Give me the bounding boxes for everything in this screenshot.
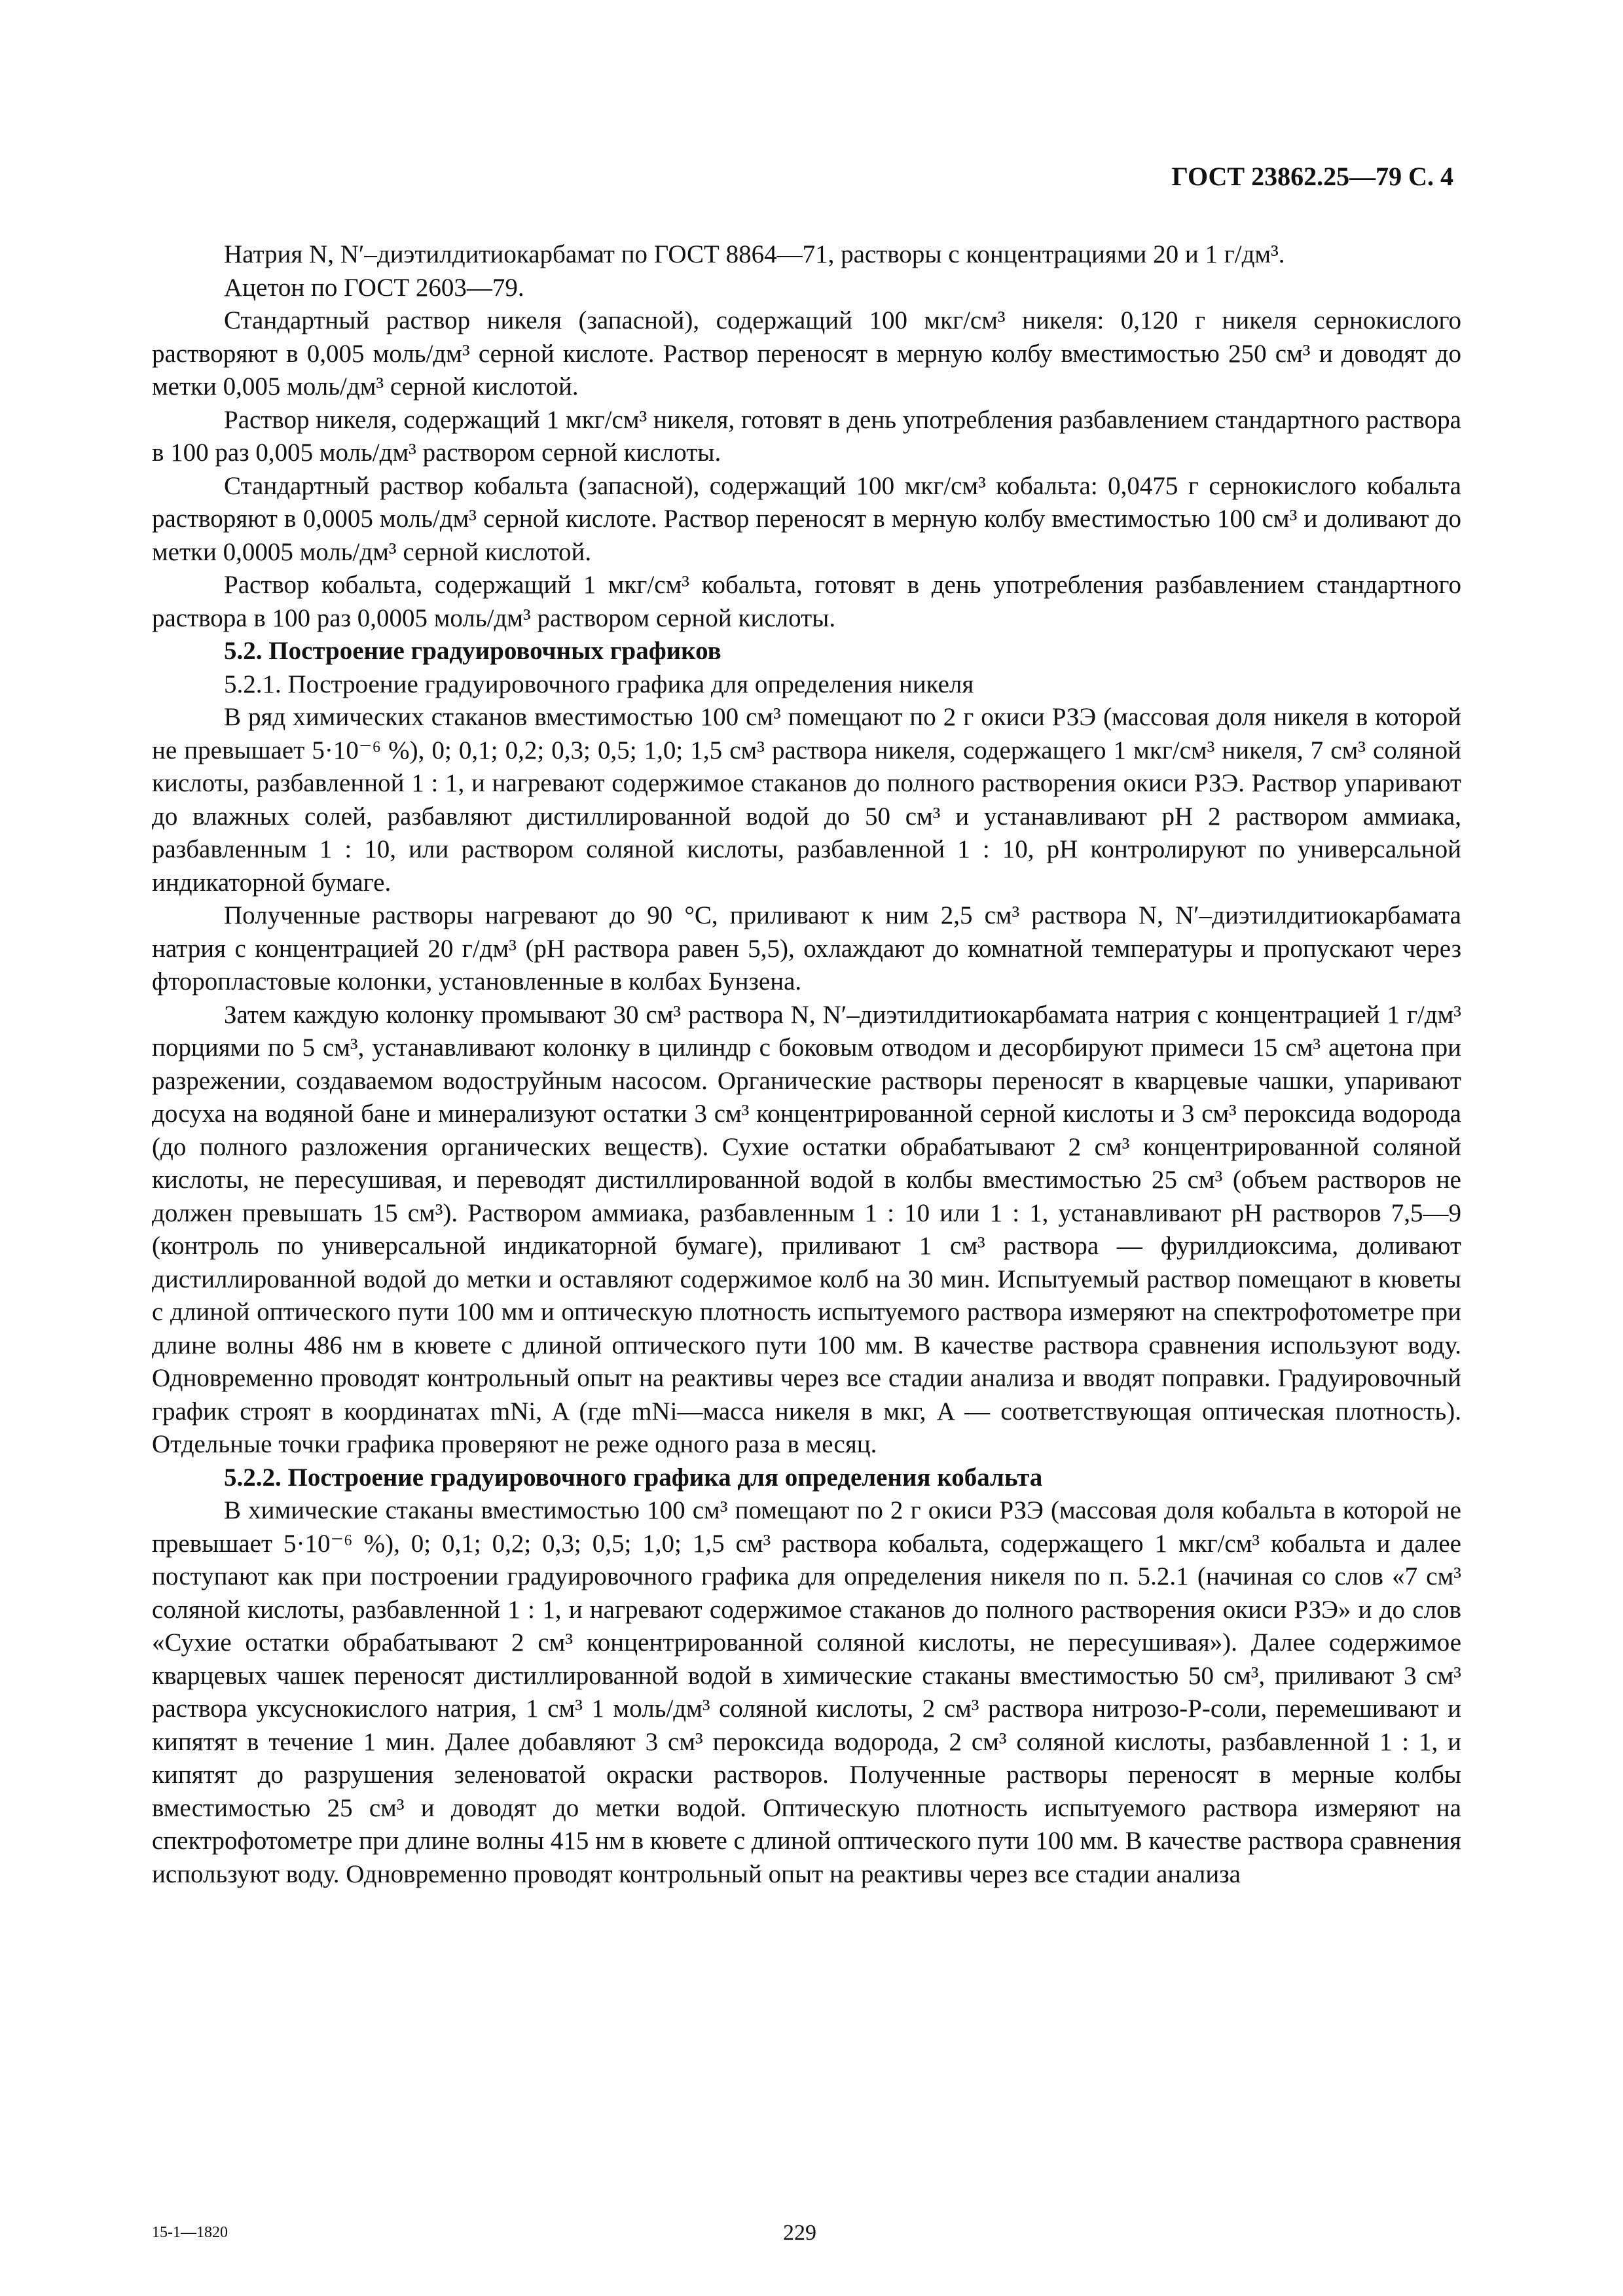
document-body bbox=[152, 238, 1461, 1891]
paragraph: В химические стаканы вместимостью 100 см³ помещают по 2 г окиси РЗЭ (массовая доля кобальта в которой не превышает 5·10⁻⁶ %), 0; 0,1; 0,2; 0,3; 0,5; 1,0; 1,5 см³ раствора кобальта, содержащего 1 мкг/см³ кобальта и далее поступают как при построении градуировочного графика для определения никеля по п. 5.2.1 (начиная со слов «7 см³ соляной кислоты, разбавленной 1 : 1, и нагревают содержимое стаканов до полного растворения окиси РЗЭ» и до слов «Сухие остатки обрабатывают 2 см³ концентрированной соляной кислоты, не пересушивая»). Далее содержимое кварцевых чашек переносят дистиллированной водой в химические стаканы вместимостью 50 см³, приливают 3 см³ раствора уксуснокислого натрия, 1 см³ 1 моль/дм³ соляной кислоты, 2 см³ раствора нитрозо-Р-соли, перемешивают и кипятят в течение 1 мин. Далее добавляют 3 см³ пероксида водорода, 2 см³ соляной кислоты, разбавленной 1 : 1, и кипятят до разрушения зеленоватой окраски растворов. Полученные растворы переносят в мерные колбы вместимостью 25 см³ и доводят до метки водой. Оптическую плотность испытуемого раствора измеряют на спектрофотометре при длине волны 415 нм в кювете с длиной оптического пути 100 мм. В качестве раствора сравнения используют воду. Одновременно проводят контрольный опыт на реактивы через все стадии анализа bbox=[152, 1496, 1461, 1888]
paragraph: Натрия N, N′–диэтилдитиокарбамат по ГОСТ 8864—71, растворы с концентрациями 20 и 1 г/дм³. bbox=[224, 240, 1285, 268]
footer-code: 15-1—1820 bbox=[152, 2224, 228, 2241]
subsection-title: 5.2.1. Построение градуировочного графика для определения никеля bbox=[224, 670, 974, 698]
paragraph: Раствор никеля, содержащий 1 мкг/см³ никеля, готовят в день употребления разбавлением стандартного раствора в 100 раз 0,005 моль/дм³ раствором серной кислоты. bbox=[152, 405, 1461, 467]
page-header: ГОСТ 23862.25—79 С. 4 bbox=[1171, 162, 1453, 191]
paragraph: Ацетон по ГОСТ 2603—79. bbox=[224, 273, 524, 302]
paragraph: Раствор кобальта, содержащий 1 мкг/см³ кобальта, готовят в день употребления разбавлением стандартного раствора в 100 раз 0,0005 моль/дм³ раствором серной кислоты. bbox=[152, 571, 1461, 632]
paragraph: Стандартный раствор никеля (запасной), содержащий 100 мкг/см³ никеля: 0,120 г никеля сернокислого растворяют в 0,005 моль/дм³ серной кислоте. Раствор переносят в мерную колбу вместимостью 250 см³ и доводят до метки 0,005 моль/дм³ серной кислотой. bbox=[152, 306, 1461, 401]
page-number: 229 bbox=[783, 2221, 816, 2245]
section-heading: 5.2.2. Построение градуировочного графика для определения кобальта bbox=[224, 1463, 1043, 1492]
paragraph: Полученные растворы нагревают до 90 °С, приливают к ним 2,5 см³ раствора N, N′–диэтилдитиокарбамата натрия с концентрацией 20 г/дм³ (pH раствора равен 5,5), охлаждают до комнатной температуры и пропускают через фторопластовые колонки, установленные в колбах Бунзена. bbox=[152, 901, 1461, 996]
paragraph: В ряд химических стаканов вместимостью 100 см³ помещают по 2 г окиси РЗЭ (массовая доля никеля в которой не превышает 5·10⁻⁶ %), 0; 0,1; 0,2; 0,3; 0,5; 1,0; 1,5 см³ раствора никеля, содержащего 1 мкг/см³ никеля, 7 см³ соляной кислоты, разбавленной 1 : 1, и нагревают содержимое стаканов до полного растворения окиси РЗЭ. Раствор упаривают до влажных солей, разбавляют дистиллированной водой до 50 см³ и устанавливают pH 2 раствором аммиака, разбавленным 1 : 10, или раствором соляной кислоты, разбавленной 1 : 10, pH контролируют по универсальной индикаторной бумаге. bbox=[152, 703, 1461, 897]
paragraph: Затем каждую колонку промывают 30 см³ раствора N, N′–диэтилдитиокарбамата натрия с концентрацией 1 г/дм³ порциями по 5 см³, устанавливают колонку в цилиндр с боковым отводом и десорбируют примеси 15 см³ ацетона при разрежении, создаваемом водоструйным насосом. Органические растворы переносят в кварцевые чашки, упаривают досуха на водяной бане и минерализуют остатки 3 см³ концентрированной серной кислоты и 3 см³ пероксида водорода (до полного разложения органических веществ). Сухие остатки обрабатывают 2 см³ концентрированной соляной кислоты, не пересушивая, и переводят дистиллированной водой в колбы вместимостью 25 см³ (объем растворов не должен превышать 15 см³). Раствором аммиака, разбавленным 1 : 10 или 1 : 1, устанавливают pH растворов 7,5—9 (контроль по универсальной индикаторной бумаге), приливают 1 см³ раствора — фурилдиоксима, доливают дистиллированной водой до метки и оставляют содержимое колб на 30 мин. Испытуемый раствор помещают в кюветы с длиной оптического пути 100 мм и оптическую плотность испытуемого раствора измеряют на спектрофотометре при длине волны 486 нм в кювете с длиной оптического пути 100 мм. В качестве раствора сравнения используют воду. Одновременно проводят контрольный опыт на реактивы через все стадии анализа и вводят поправки. Градуировочный график строят в координатах mNi, A (где mNi—масса никеля в мкг, A — соответствующая оптическая плотность). Отдельные точки графика проверяют не реже одного раза в месяц. bbox=[152, 1000, 1461, 1458]
section-heading: 5.2. Построение градуировочных графиков bbox=[224, 637, 721, 665]
paragraph: Стандартный раствор кобальта (запасной), содержащий 100 мкг/см³ кобальта: 0,0475 г сернокислого кобальта растворяют в 0,0005 моль/дм³ серной кислоте. Раствор переносят в мерную колбу вместимостью 100 см³ и доливают до метки 0,0005 моль/дм³ серной кислотой. bbox=[152, 471, 1461, 566]
